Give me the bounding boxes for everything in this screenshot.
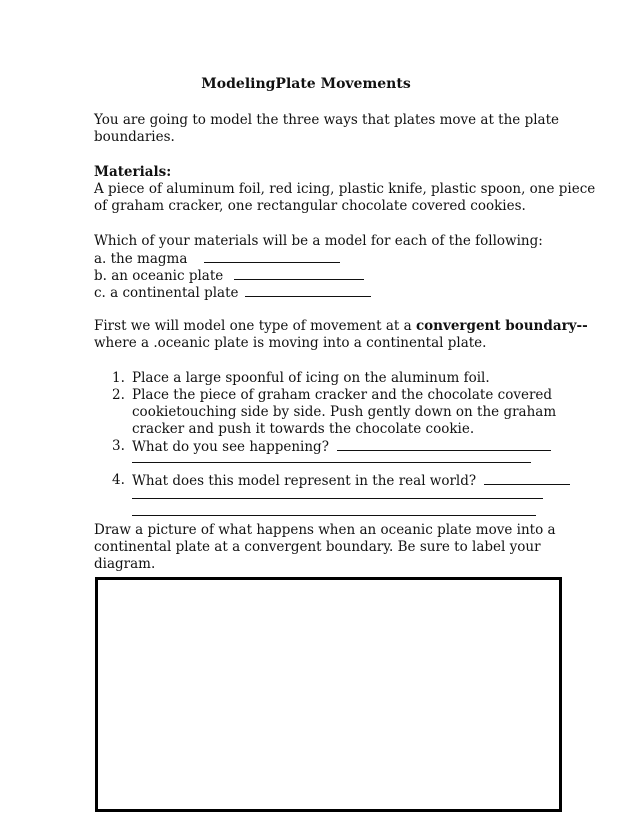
step-3-line [132,438,551,455]
step-2-line-3: cracker and push it towards the chocolate cookie. [132,421,475,437]
convergent-line-1 [94,318,588,334]
question-item-continental [94,284,371,301]
step-3-text: What do you see happening? [132,439,329,455]
step-2-line-2: cookietouching side by side. Push gently down on the graham [132,404,557,420]
answer-blank[interactable] [234,267,364,280]
page-title: ModelingPlate Movements [201,76,411,92]
answer-line[interactable] [132,498,543,499]
convergent-boundary-term: convergent boundary-- [415,318,588,334]
question-prompt: Which of your materials will be a model for each of the following: [94,233,543,249]
intro-line-1: You are going to model the three ways that plates move at the plate [94,112,560,128]
drawing-box[interactable] [95,577,562,812]
convergent-text: First we will model one type of movement at a [94,318,416,334]
materials-line-1: A piece of aluminum foil, red icing, plastic knife, plastic spoon, one piece [94,181,596,197]
step-number: 3. [112,438,125,454]
question-item-magma [94,250,340,267]
draw-instructions-line-1: Draw a picture of what happens when an oceanic plate move into a [94,522,556,538]
answer-blank[interactable] [337,438,551,451]
materials-heading: Materials: [94,164,172,180]
materials-line-2: of graham cracker, one rectangular chocolate covered cookies. [94,198,526,214]
question-item-label: c. a continental plate [94,285,239,301]
answer-line[interactable] [132,515,536,516]
step-number: 1. [112,370,125,386]
step-4-text: What does this model represent in the real world? [132,473,477,489]
convergent-line-2: where a .oceanic plate is moving into a continental plate. [94,335,487,351]
step-4-line [132,472,570,489]
question-item-label: b. an oceanic plate [94,268,224,284]
step-1-text: Place a large spoonful of icing on the aluminum foil. [132,370,490,386]
answer-blank[interactable] [204,250,340,263]
step-number: 2. [112,387,125,403]
question-item-label: a. the magma [94,251,188,267]
intro-line-2: boundaries. [94,129,175,145]
answer-blank[interactable] [484,472,570,485]
question-item-oceanic [94,267,364,284]
draw-instructions-line-2: continental plate at a convergent boundary. Be sure to label your [94,539,541,555]
step-number: 4. [112,472,125,488]
draw-instructions-line-3: diagram. [94,556,156,572]
answer-line[interactable] [132,462,531,463]
answer-blank[interactable] [245,284,371,297]
step-2-line-1: Place the piece of graham cracker and the chocolate covered [132,387,553,403]
